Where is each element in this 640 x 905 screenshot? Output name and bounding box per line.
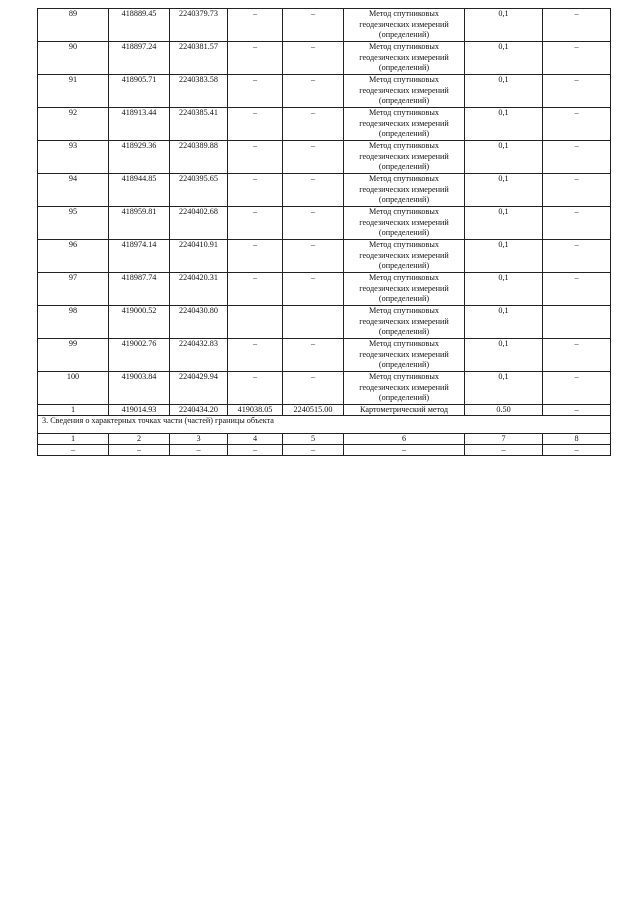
- x2-coordinate-cell: 419038.05: [228, 405, 283, 416]
- accuracy-cell: 0,1: [465, 207, 543, 240]
- empty-cell: –: [543, 445, 611, 456]
- column-number-cell: 8: [543, 434, 611, 445]
- y2-coordinate-cell: –: [283, 108, 344, 141]
- y2-coordinate-cell: –: [283, 339, 344, 372]
- x2-coordinate-cell: –: [228, 75, 283, 108]
- empty-cell: –: [38, 445, 109, 456]
- column-number-cell: 3: [170, 434, 228, 445]
- y-coordinate-cell: 2240381.57: [170, 42, 228, 75]
- method-cell: Метод спутниковых геодезических измерений (определений): [344, 42, 465, 75]
- point-number-cell: 1: [38, 405, 109, 416]
- y2-coordinate-cell: –: [283, 141, 344, 174]
- point-number-cell: 96: [38, 240, 109, 273]
- x-coordinate-cell: 418959.81: [109, 207, 170, 240]
- x2-coordinate-cell: –: [228, 273, 283, 306]
- x2-coordinate-cell: –: [228, 42, 283, 75]
- y2-coordinate-cell: –: [283, 9, 344, 42]
- accuracy-cell: 0,1: [465, 372, 543, 405]
- point-number-cell: 91: [38, 75, 109, 108]
- method-cell: Картометрический метод: [344, 405, 465, 416]
- method-cell: Метод спутниковых геодезических измерений (определений): [344, 108, 465, 141]
- note-cell: [543, 306, 611, 339]
- x-coordinate-cell: 418897.24: [109, 42, 170, 75]
- coordinates-table: [37, 8, 611, 456]
- x-coordinate-cell: 419014.93: [109, 405, 170, 416]
- empty-cell: –: [109, 445, 170, 456]
- point-number-cell: 99: [38, 339, 109, 372]
- accuracy-cell: 0,1: [465, 141, 543, 174]
- point-number-cell: 89: [38, 9, 109, 42]
- method-cell: Метод спутниковых геодезических измерений (определений): [344, 306, 465, 339]
- table-row: [38, 75, 611, 108]
- note-cell: –: [543, 240, 611, 273]
- x-coordinate-cell: 418929.36: [109, 141, 170, 174]
- table-row: [38, 207, 611, 240]
- y2-coordinate-cell: –: [283, 207, 344, 240]
- table-row: [38, 339, 611, 372]
- y2-coordinate-cell: –: [283, 240, 344, 273]
- note-cell: –: [543, 42, 611, 75]
- y-coordinate-cell: 2240402.68: [170, 207, 228, 240]
- y-coordinate-cell: 2240395.65: [170, 174, 228, 207]
- x2-coordinate-cell: –: [228, 174, 283, 207]
- y-coordinate-cell: 2240434.20: [170, 405, 228, 416]
- method-cell: Метод спутниковых геодезических измерений (определений): [344, 273, 465, 306]
- column-number-row: [38, 434, 611, 445]
- column-number-cell: 5: [283, 434, 344, 445]
- section-title: 3. Сведения о характерных точках части (частей) границы объекта: [38, 416, 611, 434]
- table-row: [38, 141, 611, 174]
- x-coordinate-cell: 418944.85: [109, 174, 170, 207]
- empty-cell: –: [228, 445, 283, 456]
- point-number-cell: 100: [38, 372, 109, 405]
- empty-cell: –: [344, 445, 465, 456]
- note-cell: –: [543, 9, 611, 42]
- note-cell: –: [543, 405, 611, 416]
- y-coordinate-cell: 2240430.80: [170, 306, 228, 339]
- note-cell: –: [543, 273, 611, 306]
- table-row: [38, 108, 611, 141]
- column-number-cell: 1: [38, 434, 109, 445]
- accuracy-cell: 0,1: [465, 273, 543, 306]
- x-coordinate-cell: 418974.14: [109, 240, 170, 273]
- x-coordinate-cell: 418905.71: [109, 75, 170, 108]
- note-cell: –: [543, 207, 611, 240]
- table-row: [38, 306, 611, 339]
- x-coordinate-cell: 418913.44: [109, 108, 170, 141]
- y2-coordinate-cell: –: [283, 372, 344, 405]
- y2-coordinate-cell: 2240515.00: [283, 405, 344, 416]
- x2-coordinate-cell: –: [228, 141, 283, 174]
- accuracy-cell: 0,1: [465, 108, 543, 141]
- method-cell: Метод спутниковых геодезических измерений (определений): [344, 339, 465, 372]
- method-cell: Метод спутниковых геодезических измерений (определений): [344, 75, 465, 108]
- y2-coordinate-cell: –: [283, 75, 344, 108]
- y-coordinate-cell: 2240420.31: [170, 273, 228, 306]
- section-row: [38, 416, 611, 434]
- y-coordinate-cell: 2240385.41: [170, 108, 228, 141]
- x2-coordinate-cell: –: [228, 372, 283, 405]
- point-number-cell: 93: [38, 141, 109, 174]
- y-coordinate-cell: 2240410.91: [170, 240, 228, 273]
- x-coordinate-cell: 419000.52: [109, 306, 170, 339]
- accuracy-cell: 0,1: [465, 75, 543, 108]
- y-coordinate-cell: 2240379.73: [170, 9, 228, 42]
- table-row: [38, 405, 611, 416]
- method-cell: Метод спутниковых геодезических измерений (определений): [344, 141, 465, 174]
- y-coordinate-cell: 2240383.58: [170, 75, 228, 108]
- table-body: [38, 9, 611, 456]
- y-coordinate-cell: 2240432.83: [170, 339, 228, 372]
- point-number-cell: 98: [38, 306, 109, 339]
- x2-coordinate-cell: –: [228, 108, 283, 141]
- x2-coordinate-cell: –: [228, 240, 283, 273]
- table-row: [38, 9, 611, 42]
- method-cell: Метод спутниковых геодезических измерений (определений): [344, 372, 465, 405]
- y-coordinate-cell: 2240429.94: [170, 372, 228, 405]
- y2-coordinate-cell: –: [283, 174, 344, 207]
- y2-coordinate-cell: –: [283, 42, 344, 75]
- x-coordinate-cell: 419002.76: [109, 339, 170, 372]
- point-number-cell: 90: [38, 42, 109, 75]
- accuracy-cell: 0,1: [465, 9, 543, 42]
- accuracy-cell: 0,1: [465, 42, 543, 75]
- note-cell: –: [543, 141, 611, 174]
- empty-cell: –: [283, 445, 344, 456]
- method-cell: Метод спутниковых геодезических измерений (определений): [344, 240, 465, 273]
- accuracy-cell: 0,1: [465, 339, 543, 372]
- x2-coordinate-cell: [228, 306, 283, 339]
- x2-coordinate-cell: –: [228, 9, 283, 42]
- x-coordinate-cell: 418987.74: [109, 273, 170, 306]
- note-cell: –: [543, 75, 611, 108]
- table-row: [38, 42, 611, 75]
- point-number-cell: 92: [38, 108, 109, 141]
- method-cell: Метод спутниковых геодезических измерений (определений): [344, 9, 465, 42]
- point-number-cell: 95: [38, 207, 109, 240]
- column-number-cell: 4: [228, 434, 283, 445]
- accuracy-cell: 0,1: [465, 174, 543, 207]
- empty-cell: –: [170, 445, 228, 456]
- accuracy-cell: 0,1: [465, 240, 543, 273]
- empty-cell: –: [465, 445, 543, 456]
- x2-coordinate-cell: –: [228, 339, 283, 372]
- note-cell: –: [543, 339, 611, 372]
- table-row: [38, 174, 611, 207]
- point-number-cell: 97: [38, 273, 109, 306]
- method-cell: Метод спутниковых геодезических измерений (определений): [344, 207, 465, 240]
- table-row: [38, 445, 611, 456]
- accuracy-cell: 0.50: [465, 405, 543, 416]
- y2-coordinate-cell: –: [283, 273, 344, 306]
- column-number-cell: 6: [344, 434, 465, 445]
- note-cell: –: [543, 174, 611, 207]
- table-row: [38, 372, 611, 405]
- method-cell: Метод спутниковых геодезических измерений (определений): [344, 174, 465, 207]
- x-coordinate-cell: 418889.45: [109, 9, 170, 42]
- column-number-cell: 2: [109, 434, 170, 445]
- note-cell: –: [543, 372, 611, 405]
- x2-coordinate-cell: –: [228, 207, 283, 240]
- column-number-cell: 7: [465, 434, 543, 445]
- note-cell: –: [543, 108, 611, 141]
- point-number-cell: 94: [38, 174, 109, 207]
- table-row: [38, 273, 611, 306]
- y2-coordinate-cell: [283, 306, 344, 339]
- table-row: [38, 240, 611, 273]
- accuracy-cell: 0,1: [465, 306, 543, 339]
- x-coordinate-cell: 419003.84: [109, 372, 170, 405]
- y-coordinate-cell: 2240389.88: [170, 141, 228, 174]
